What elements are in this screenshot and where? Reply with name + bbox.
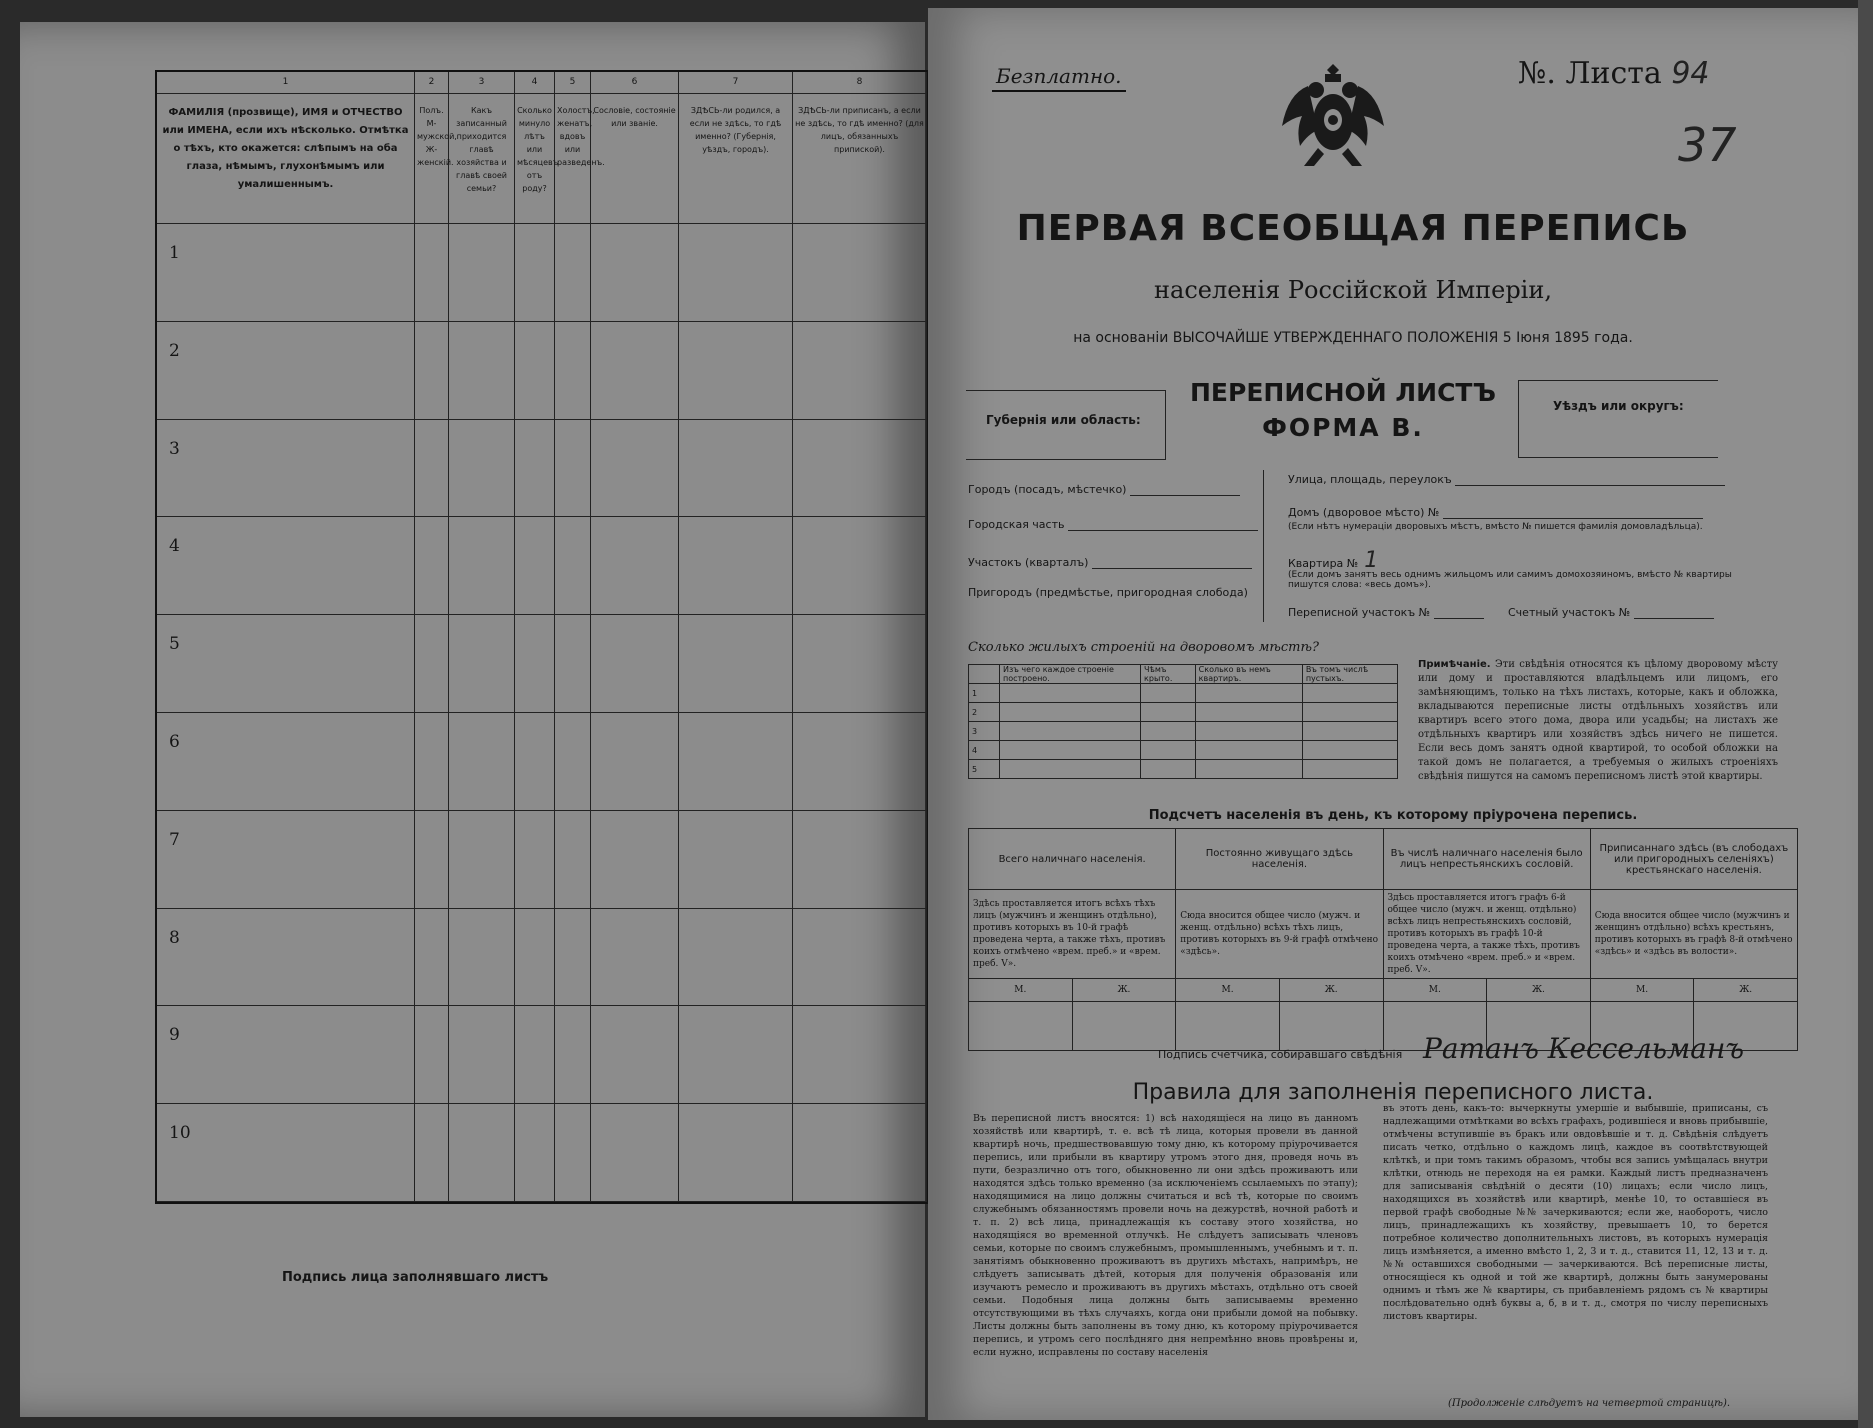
cell [1302, 703, 1397, 722]
cell [679, 811, 793, 909]
census-section-label: Переписной участокъ № [1288, 606, 1431, 619]
cell [1072, 1002, 1176, 1051]
count-desc-permanent: Сюда вносится общее число (мужч. и женщ. отдѣльно) всѣхъ тѣхъ лицъ, противъ которыхъ въ 9-й графѣ отмѣчено «здѣсь». [1176, 890, 1383, 979]
field-line [1443, 508, 1703, 519]
cell [1141, 684, 1196, 703]
cell [1000, 741, 1141, 760]
cell [449, 224, 515, 322]
cell [679, 1006, 793, 1104]
dwellings-question: Сколько жилыхъ строеній на дворовомъ мѣстѣ? [968, 640, 1319, 655]
col-number-7: 7 [679, 72, 793, 94]
section-label: Участокъ (кварталъ) [968, 556, 1089, 569]
cell [591, 420, 679, 518]
cell [555, 909, 591, 1007]
col-number-1: 1 [157, 72, 415, 94]
rules-text-right: въ этотъ день, какъ-то: вычеркнуты умершіе и выбывшіе, приписаны, съ надлежащими отмѣтками во всѣхъ графахъ, родившіеся и вновь прибывшіе, отмѣчены вступившіе въ бракъ или овдовѣвшіе и т. д. Свѣдѣнія слѣдуетъ писать четко, отдѣльно о каждомъ лицѣ, каждое въ соотвѣтствующей клѣткѣ, и при томъ такимъ образомъ, чтобы вся запись умѣщалась внутри клѣтки, отнюдь не переходя на ея рамки. Каждый листъ предназначенъ для записыванія свѣдѣній о десяти (10) лицахъ; если число лицъ, находящихся въ хозяйствѣ или квартирѣ, менѣе 10, то оставшіеся въ первой графѣ свободные №№ зачеркиваются; если же, наоборотъ, число лицъ, принадлежащихъ къ хозяйству, превышаетъ 10, то берется потребное количество дополнительныхъ листовъ, въ которыхъ нумерація лицъ измѣняется, а именно вмѣсто 1, 2, 3 и т. д., ставится 11, 12, 13 и т. д. №№ оставшихся свободными — зачеркиваются. Всѣ переписные листы, относящіеся къ одной и той же квартирѣ, должны быть занумерованы однимъ и тѣмъ же № квартиры, съ прибавленіемъ рядомъ съ № квартиры послѣдовательно однѣ буквы а, б, в и т. д., смотря по числу переписныхъ листовъ квартиры. [1383, 1103, 1769, 1322]
col-header-name: ФАМИЛІЯ (прозвище), ИМЯ и ОТЧЕСТВО или ИМЕНА, если ихъ нѣсколько. Отмѣтка о тѣхъ, кто окажется: слѣпымъ на оба глаза, нѣмымъ, глухонѣмымъ или умалишеннымъ. [157, 94, 415, 224]
field-line [1092, 558, 1252, 569]
cell [1302, 741, 1397, 760]
cell [1141, 703, 1196, 722]
city-part-label: Городская часть [968, 518, 1065, 531]
cell [515, 1006, 555, 1104]
female-label: Ж. [1694, 979, 1798, 1002]
mini-row-number: 1 [969, 684, 1000, 703]
cell [793, 224, 927, 322]
cell [449, 713, 515, 811]
cell [555, 713, 591, 811]
cell [555, 1104, 591, 1202]
mini-header-empty: Въ томъ числѣ пустыхъ. [1302, 665, 1397, 684]
form-title: ФОРМА В. [1262, 413, 1424, 442]
cell [679, 420, 793, 518]
cell [515, 420, 555, 518]
cell [793, 517, 927, 615]
cell [591, 811, 679, 909]
county-label: Уѣздъ или округъ: [1518, 380, 1718, 458]
mini-row-number: 3 [969, 722, 1000, 741]
cell [415, 909, 449, 1007]
counter-signature-label: Подпись счетчика, собиравшаго свѣдѣнія [1158, 1048, 1403, 1061]
cell [793, 1006, 927, 1104]
col-number-4: 4 [515, 72, 555, 94]
cell [555, 811, 591, 909]
remark-block [1418, 658, 1778, 784]
cell [1000, 722, 1141, 741]
city-part-field [968, 518, 1258, 531]
sheet-number-handwritten: 94 [1671, 56, 1710, 91]
cell [415, 1006, 449, 1104]
cell [555, 420, 591, 518]
cell [591, 1006, 679, 1104]
cell [793, 615, 927, 713]
cell [515, 224, 555, 322]
counter-signature: Ратанъ Кессельманъ [1423, 1032, 1745, 1065]
row-number-4: 4 [157, 517, 415, 615]
count-header-non-peasant: Въ числѣ наличнаго населенія было лицъ непрестьянскихъ сословій. [1383, 829, 1590, 890]
left-page [20, 22, 925, 1417]
count-desc-present: Здѣсь проставляется итогъ всѣхъ тѣхъ лицъ (мужчинъ и женщинъ отдѣльно), противъ которыхъ въ 10-й графѣ проведена черта, а также тѣхъ, противъ коихъ отмѣчено «врем. преб.» и «врем. преб. V». [969, 890, 1176, 979]
row-number-5: 5 [157, 615, 415, 713]
paper-stack-edge [1858, 0, 1873, 1428]
count-header-peasant: Приписаннаго здѣсь (въ слободахъ или пригородныхъ селеніяхъ) крестьянскаго населенія. [1590, 829, 1797, 890]
mini-header-apartments: Сколько въ немъ квартиръ. [1195, 665, 1302, 684]
cell [415, 1104, 449, 1202]
col-header-estate: Сословіе, состояніе или званіе. [591, 94, 679, 224]
cell [515, 811, 555, 909]
cell [1141, 722, 1196, 741]
house-label: Домъ (дворовое мѣсто) № [1288, 506, 1440, 519]
cell [449, 811, 515, 909]
cell [555, 517, 591, 615]
cell [415, 713, 449, 811]
mini-header-roof: Чѣмъ крыто. [1141, 665, 1196, 684]
cell [555, 615, 591, 713]
row-number-1: 1 [157, 224, 415, 322]
cell [793, 811, 927, 909]
right-page [928, 8, 1858, 1420]
sheet-number-label: №. Листа [1518, 56, 1662, 91]
cell [1141, 741, 1196, 760]
male-label: М. [1590, 979, 1694, 1002]
male-label: М. [969, 979, 1073, 1002]
col-number-6: 6 [591, 72, 679, 94]
house-note: (Если нѣтъ нумераціи дворовыхъ мѣстъ, вмѣсто № пишется фамилія домовладѣльца). [1288, 522, 1703, 532]
remark-text: Эти свѣдѣнія относятся къ цѣлому дворовому мѣсту или дому и проставляются владѣльцемъ или лицомъ, его замѣняющимъ, только на тѣхъ листахъ, которые, какъ и обложка, вкладываются переписные листы отдѣльныхъ хозяйствъ или квартиръ всего этого дома, двора или усадьбы; на листахъ же отдѣльныхъ квартиръ или хозяйствъ здѣсь ничего не пишется. Если весь домъ занятъ одной квартирой, то особой обложки на такой домъ не полагается, а требуемыя о жилыхъ строеніяхъ свѣдѣнія пишутся на самомъ переписномъ листѣ этой квартиры. [1418, 659, 1779, 782]
apartment-note: (Если домъ занятъ весь однимъ жильцомъ или самимъ домохозяиномъ, вмѣсто № квартиры пишутся слова: «весь домъ»). [1288, 570, 1732, 590]
cell [449, 1006, 515, 1104]
field-line [1634, 608, 1714, 619]
cell [515, 1104, 555, 1202]
counting-section-field [1508, 606, 1714, 619]
double-headed-eagle-icon [1278, 56, 1388, 174]
sheet-number [1518, 56, 1710, 91]
suburb-field [968, 586, 1248, 599]
cell [555, 322, 591, 420]
mini-row-number: 2 [969, 703, 1000, 722]
street-label: Улица, площадь, переулокъ [1288, 473, 1452, 486]
house-field [1288, 506, 1703, 519]
handwritten-number: 37 [1678, 118, 1737, 172]
filler-signature-label: Подпись лица заполнявшаго листъ [282, 1270, 549, 1285]
col-header-marital: Холостъ, женатъ, вдовъ или разведенъ. [555, 94, 591, 224]
col-number-2: 2 [415, 72, 449, 94]
male-label: М. [1176, 979, 1280, 1002]
cell [1302, 722, 1397, 741]
cell [515, 615, 555, 713]
mini-row-number: 5 [969, 760, 1000, 779]
cell [1195, 741, 1302, 760]
male-label: М. [1383, 979, 1487, 1002]
count-header-present: Всего наличнаго населенія. [969, 829, 1176, 890]
cell [591, 909, 679, 1007]
col-number-5: 5 [555, 72, 591, 94]
mini-header-material: Изъ чего каждое строеніе построено. [1000, 665, 1141, 684]
row-number-9: 9 [157, 1006, 415, 1104]
governorate-label: Губернія или область: [966, 390, 1166, 460]
count-desc-peasant: Сюда вносится общее число (мужчинъ и женщинъ отдѣльно) всѣхъ крестьянъ, противъ которыхъ въ графѣ 8-й отмѣчено «здѣсь» и «здѣсь въ волости». [1590, 890, 1797, 979]
cell [515, 517, 555, 615]
field-line [1068, 520, 1258, 531]
field-line [1434, 608, 1484, 619]
count-header-permanent: Постоянно живущаго здѣсь населенія. [1176, 829, 1383, 890]
cell [515, 713, 555, 811]
female-label: Ж. [1487, 979, 1591, 1002]
cell [1279, 1002, 1383, 1051]
cell [415, 517, 449, 615]
census-subtitle: населенія Россійской Имперіи, [1154, 276, 1552, 304]
row-number-2: 2 [157, 322, 415, 420]
apartment-value: 1 [1364, 548, 1379, 573]
field-line [1455, 475, 1725, 486]
cell [1176, 1002, 1280, 1051]
cell [793, 322, 927, 420]
cell [449, 909, 515, 1007]
city-label: Городъ (посадъ, мѣстечко) [968, 483, 1127, 496]
cell [591, 322, 679, 420]
row-number-8: 8 [157, 909, 415, 1007]
mini-header-blank [969, 665, 1000, 684]
female-label: Ж. [1279, 979, 1383, 1002]
cell [591, 224, 679, 322]
col-header-age: Сколько минуло лѣтъ или мѣсяцевъ отъ роду? [515, 94, 555, 224]
city-field [968, 483, 1240, 496]
rules-text-left: Въ переписной листъ вносятся: 1) всѣ находящіеся на лицо въ данномъ хозяйствѣ или квартирѣ, т. е. всѣ тѣ лица, которыя провели въ данной квартирѣ ночь, предшествовавшую тому дню, къ которому пріурочивается перепись, или прибыли въ квартиру утромъ этого дня, проведя ночь въ пути, безразлично отъ того, обыкновенно ли они здѣсь проживаютъ или находятся здѣсь только временно (за исключеніемъ ссылаемыхъ по этапу); находящимися на лицо должны считаться и всѣ тѣ, которые по своимъ служебнымъ обязанностямъ провели ночь на дежурствѣ, ночной работѣ и т. п. 2) всѣ лица, принадлежащія къ составу этого хозяйства, но находящіяся во временной отлучкѣ. Не слѣдуетъ записывать членовъ семьи, которые по своимъ служебнымъ, промышленнымъ, учебнымъ и т. п. занятіямъ обыкновенно проживаютъ въ другихъ мѣстахъ, напримѣръ, не слѣдуетъ записывать дѣтей, которыя для полученія образованія или изучаютъ ремесло и проживаютъ въ другихъ мѣстахъ, отдѣльно отъ своей семьи. Подобныя лица должны быть записываемы временно отсутствующими въ тѣхъ случаяхъ, когда они прибыли домой на побывку. Листы должны быть заполнены въ тому дню, къ которому пріурочивается перепись, и утромъ сего послѣдняго дня непремѣнно вновь провѣрены и, если нужно, исправлены по составу населенія [973, 1113, 1358, 1358]
mini-row-number: 4 [969, 741, 1000, 760]
cell [415, 322, 449, 420]
cell [1000, 703, 1141, 722]
cell [679, 909, 793, 1007]
col-header-sex: Полъ. М-мужской, Ж-женскій. [415, 94, 449, 224]
dwellings-table [968, 664, 1398, 779]
cell [793, 909, 927, 1007]
col-number-3: 3 [449, 72, 515, 94]
cell [415, 615, 449, 713]
cell [591, 1104, 679, 1202]
cell [1000, 760, 1141, 779]
cell [591, 615, 679, 713]
count-desc-non-peasant: Здѣсь проставляется итогъ графъ 6-й общее число (мужч. и женщ. отдѣльно) всѣхъ лицъ непрестьянскихъ сословій, противъ которыхъ въ графѣ 10-й проведена черта, а также тѣхъ, противъ коихъ отмѣчено «врем. преб.» и «врем. преб. V». [1383, 890, 1590, 979]
cell [679, 224, 793, 322]
population-count-table [968, 828, 1798, 1051]
col-number-8: 8 [793, 72, 927, 94]
cell [1000, 684, 1141, 703]
row-number-7: 7 [157, 811, 415, 909]
section-field [968, 556, 1252, 569]
vertical-divider [1263, 470, 1264, 622]
cell [1141, 760, 1196, 779]
counting-section-label: Счетный участокъ № [1508, 606, 1631, 619]
cell [449, 1104, 515, 1202]
cell [679, 322, 793, 420]
cell [679, 615, 793, 713]
cell [515, 322, 555, 420]
street-field [1288, 473, 1725, 486]
col-header-birthplace: ЗДѢСЬ-ли родился, а если не здѣсь, то гдѣ именно? (Губернія, уѣздъ, городъ). [679, 94, 793, 224]
cell [1195, 703, 1302, 722]
cell [969, 1002, 1073, 1051]
col-header-registration: ЗДѢСЬ-ли приписанъ, а если не здѣсь, то гдѣ именно? (для лицъ, обязанныхъ припиской). [793, 94, 927, 224]
cell [449, 420, 515, 518]
cell [679, 517, 793, 615]
cell [415, 811, 449, 909]
cell [679, 1104, 793, 1202]
row-number-3: 3 [157, 420, 415, 518]
census-section-field [1288, 606, 1484, 619]
row-number-10: 10 [157, 1104, 415, 1202]
cell [415, 224, 449, 322]
cell [1195, 722, 1302, 741]
cell [793, 1104, 927, 1202]
cell [449, 322, 515, 420]
cell [793, 420, 927, 518]
continuation-note: (Продолженіе слѣдуетъ на четвертой страницѣ). [1448, 1398, 1731, 1409]
cell [1195, 684, 1302, 703]
apartment-label: Квартира № [1288, 557, 1359, 570]
field-line [1130, 485, 1240, 496]
cell [1195, 760, 1302, 779]
female-label: Ж. [1072, 979, 1176, 1002]
free-of-charge: Безплатно. [992, 64, 1126, 92]
cell [555, 224, 591, 322]
cell [1302, 760, 1397, 779]
cell [679, 713, 793, 811]
cell [591, 713, 679, 811]
cell [449, 615, 515, 713]
cell [793, 713, 927, 811]
suburb-label: Пригородъ (предмѣстье, пригородная слобода) [968, 586, 1248, 599]
census-basis: на основаніи ВЫСОЧАЙШЕ УТВЕРЖДЕННАГО ПОЛОЖЕНІЯ 5 Іюня 1895 года. [1073, 330, 1633, 346]
census-grid [155, 70, 929, 1204]
population-count-title: Подсчетъ населенія въ день, къ которому пріурочена перепись. [1148, 808, 1638, 823]
cell [415, 420, 449, 518]
cell [449, 517, 515, 615]
census-list-title: ПЕРЕПИСНОЙ ЛИСТЪ [1190, 378, 1496, 407]
cell [591, 517, 679, 615]
cell [555, 1006, 591, 1104]
remark-label: Примѣчаніе. [1418, 659, 1491, 670]
census-title: ПЕРВАЯ ВСЕОБЩАЯ ПЕРЕПИСЬ [1016, 208, 1690, 249]
row-number-6: 6 [157, 713, 415, 811]
cell [1302, 684, 1397, 703]
rules-title: Правила для заполненія переписного листа. [1132, 1080, 1654, 1105]
col-header-relation: Какъ записанный приходится главѣ хозяйства и главѣ своей семьи? [449, 94, 515, 224]
cell [515, 909, 555, 1007]
